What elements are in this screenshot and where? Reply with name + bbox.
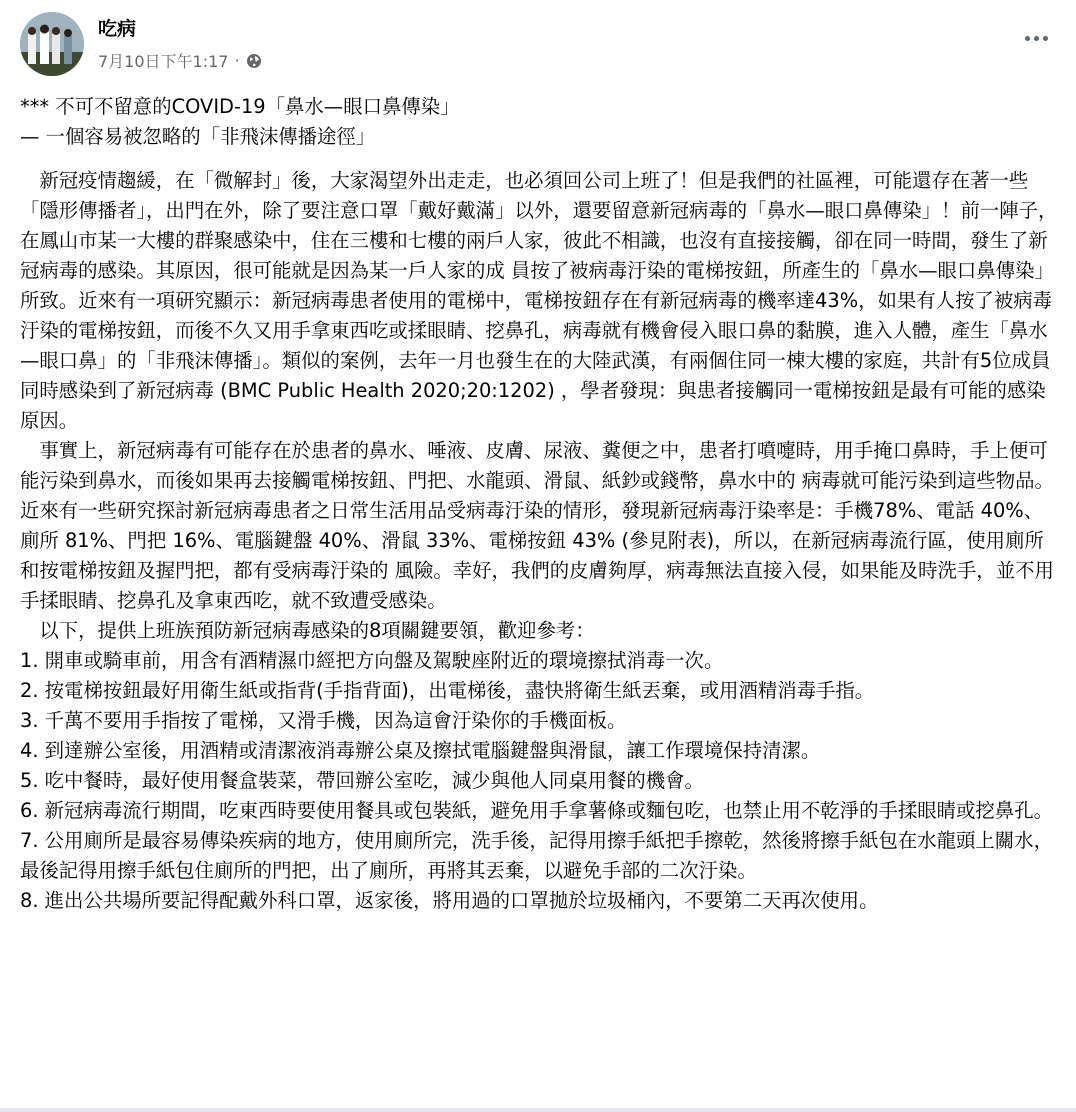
- post-title: [20, 92, 1060, 152]
- more-horizontal-icon: [1034, 36, 1039, 41]
- meta-separator: ·: [234, 51, 240, 70]
- author-name[interactable]: 吃病: [98, 18, 137, 40]
- post-timestamp[interactable]: 7月10日下午1:17: [98, 52, 229, 71]
- more-horizontal-icon: [1043, 36, 1048, 41]
- post-title-line-1: *** 不可不留意的COVID-19「鼻水—眼口鼻傳染」: [20, 95, 460, 118]
- more-options-button[interactable]: [1016, 24, 1056, 52]
- post-header: [20, 12, 1056, 78]
- list-item: 6. 新冠病毒流行期間，吃東西時要使用餐具或包裝紙，避免用手拿薯條或麵包吃，也禁止用不乾淨的手揉眼睛或挖鼻孔。: [20, 799, 1053, 822]
- avatar[interactable]: [20, 12, 84, 76]
- list-item: 7. 公用廁所是最容易傳染疾病的地方，使用廁所完，洗手後，記得用擦手紙把手擦乾，然後將擦手紙包在水龍頭上關水，最後記得用擦手紙包住廁所的門把，出了廁所，再將其丟棄，以避免手部的二次汙染。: [20, 829, 1053, 882]
- post-content: [20, 92, 1060, 916]
- paragraph-facts: 事實上，新冠病毒有可能存在於患者的鼻水、唾液、皮膚、尿液、糞便之中，患者打噴嚏時，用手掩口鼻時，手上便可能污染到鼻水，而後如果再去接觸電梯按鈕、門把、水龍頭、滑鼠、紙鈔或錢幣，鼻水中的 病毒就可能污染到這些物品。近來有一些研究探討新冠病毒患者之日常生活用品受病毒汙染的情形，發現新冠病毒汙染率是：手機78%、電話 40%、廁所 81%、門把 16%、電腦鍵盤 40%、滑鼠 33%、電梯按鈕 43% (參見附表)，所以，在新冠病毒流行區，使用廁所和按電梯按鈕及握門把，都有受病毒汙染的 風險。幸好，我們的皮膚夠厚，病毒無法直接入侵，如果能及時洗手，並不用手揉眼睛、挖鼻孔及拿東西吃，就不致遭受感染。: [20, 439, 1054, 612]
- more-horizontal-icon: [1025, 36, 1030, 41]
- list-item: 1. 開車或騎車前，用含有酒精濕巾經把方向盤及駕駛座附近的環境擦拭消毒一次。: [20, 649, 724, 672]
- list-item: 3. 千萬不要用手指按了電梯，又滑手機，因為這會汙染你的手機面板。: [20, 709, 627, 732]
- paragraph-tips-intro: 以下，提供上班族預防新冠病毒感染的8項關鍵要領，歡迎參考：: [20, 619, 595, 642]
- avatar-photo-icon: [20, 12, 84, 76]
- globe-icon[interactable]: [246, 53, 262, 69]
- paragraph-intro: 新冠疫情趨緩，在「微解封」後，大家渴望外出走走，也必須回公司上班了！但是我們的社區裡，可能還存在著一些「隱形傳播者」，出門在外，除了要注意口罩「戴好戴滿」以外，還要留意新冠病毒的「鼻水—眼口鼻傳染」！前一陣子，在鳳山市某一大樓的群聚感染中，住在三樓和七樓的兩戶人家，彼此不相識，也沒有直接接觸，卻在同一時間，發生了新冠病毒的感染。其原因，很可能就是因為某一戶人家的成 員按了被病毒汙染的電梯按鈕，所產生的「鼻水—眼口鼻傳染」所致。近來有一項研究顯示：新冠病毒患者使用的電梯中，電梯按鈕存在有新冠病毒的機率達43%，如果有人按了被病毒汙染的電梯按鈕，而後不久又用手拿東西吃或揉眼睛、挖鼻孔，病毒就有機會侵入眼口鼻的黏膜，進入人體，產生「鼻水—眼口鼻」的「非飛沫傳播」。類似的案例，去年一月也發生在的大陸武漢，有兩個住同一棟大樓的家庭，共計有5位成員同時感染到了新冠病毒 (BMC Public Health 2020;20:1202) ，學者發現：與患者接觸同一電梯按鈕是最有可能的感染原因。: [20, 169, 1058, 432]
- list-item: 4. 到達辦公室後，用酒精或清潔液消毒辦公桌及擦拭電腦鍵盤與滑鼠，讓工作環境保持清潔。: [20, 739, 821, 762]
- list-item: 5. 吃中餐時，最好使用餐盒裝菜，帶回辦公室吃，減少與他人同桌用餐的機會。: [20, 769, 704, 792]
- post-title-line-2: — 一個容易被忽略的「非飛沫傳播途徑」: [20, 125, 376, 148]
- post-divider: [0, 1108, 1076, 1112]
- list-item: 2. 按電梯按鈕最好用衛生紙或指背(手指背面)，出電梯後，盡快將衛生紙丟棄，或用酒精消毒手指。: [20, 679, 875, 702]
- list-item: 8. 進出公共場所要記得配戴外科口罩，返家後，將用過的口罩拋於垃圾桶內，不要第二天再次使用。: [20, 889, 879, 912]
- post-meta: [98, 49, 262, 72]
